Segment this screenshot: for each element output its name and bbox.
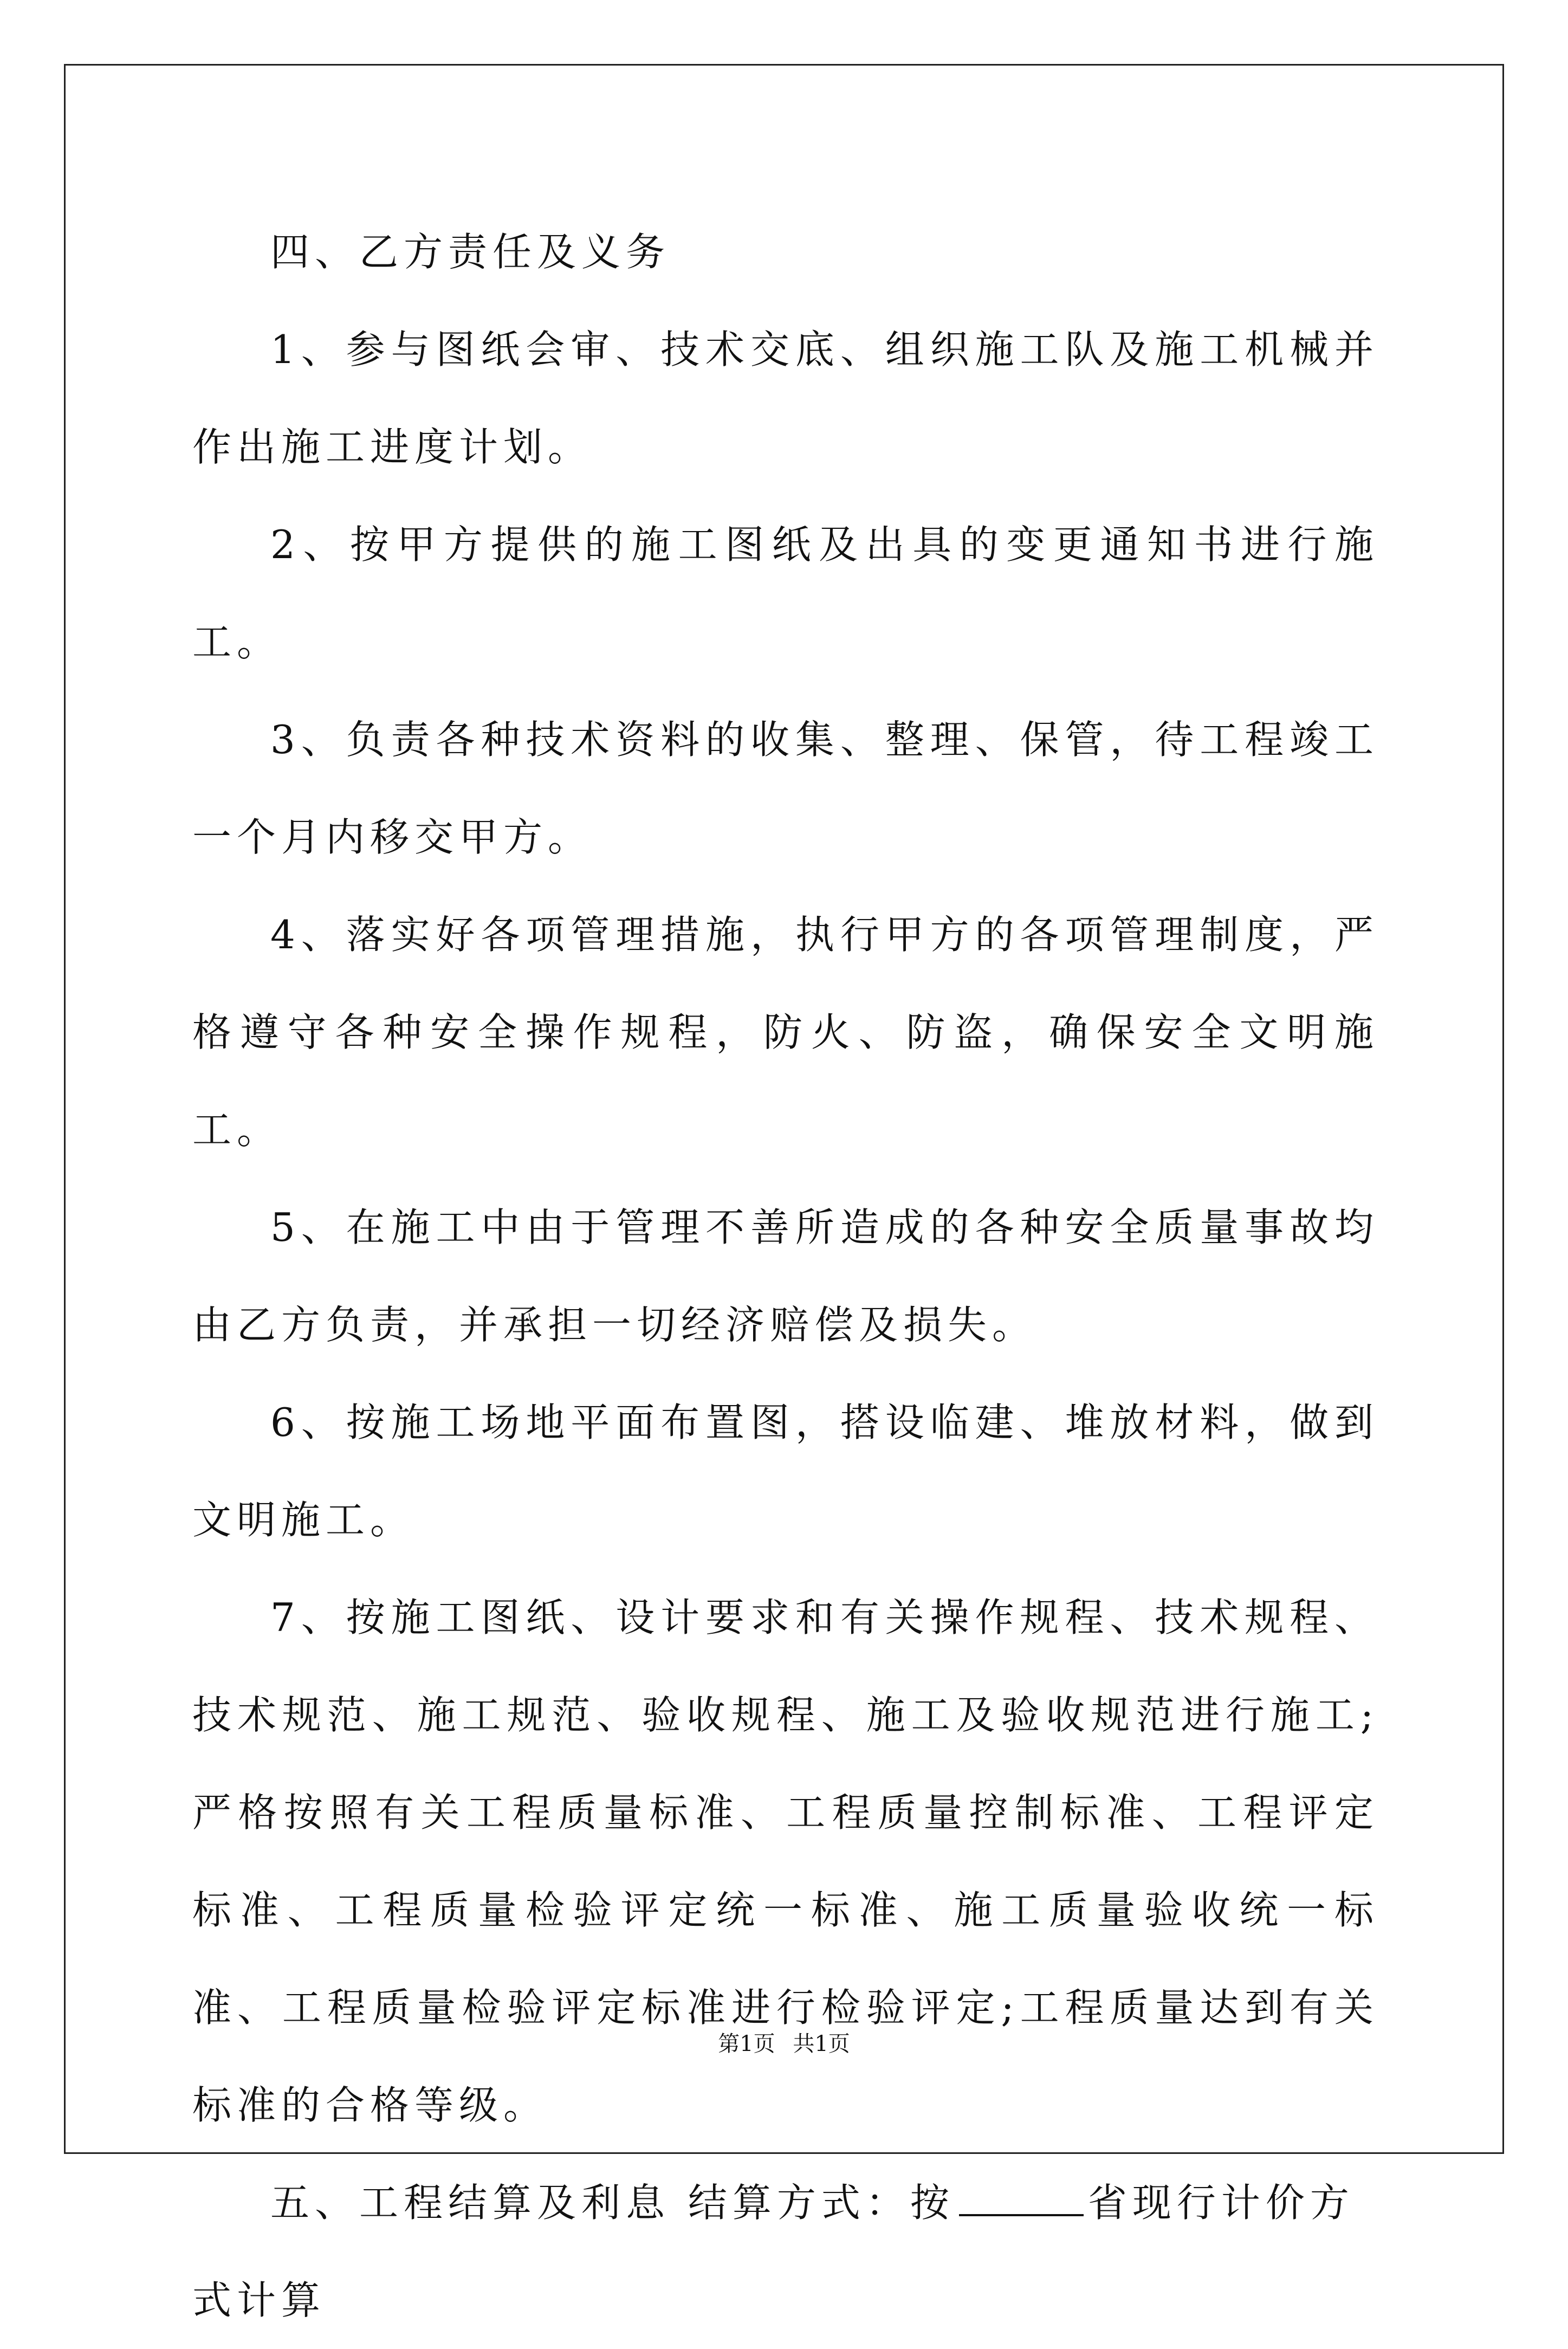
section-4-heading: 四、乙方责任及义务 xyxy=(270,229,671,275)
item-6: 6、按施工场地平面布置图，搭设临建、堆放材料，做到文明施工。 xyxy=(192,1400,1379,1543)
section-5-prefix: 五、工程结算及利息 结算方式：按 xyxy=(270,2180,955,2225)
item-1: 1、参与图纸会审、技术交底、组织施工队及施工机械并作出施工进度计划。 xyxy=(192,327,1379,470)
item-5: 5、在施工中由于管理不善所造成的各种安全质量事故均由乙方负责，并承担一切经济赔偿及损失。 xyxy=(192,1205,1379,1348)
item-2: 2、按甲方提供的施工图纸及出具的变更通知书进行施工。 xyxy=(192,522,1379,665)
fill-in-blank xyxy=(959,2182,1084,2216)
section-5-line xyxy=(192,2154,1379,2349)
section-5-suffix: 省现行计价方式计算 xyxy=(192,2180,1355,2323)
page-footer xyxy=(0,2027,1568,2057)
page-current: 第1页 xyxy=(718,2031,775,2056)
item-7: 7、按施工图纸、设计要求和有关操作规程、技术规程、技术规范、施工规范、验收规程、施工及验收规范进行施工;严格按照有关工程质量标准、工程质量控制标准、工程评定标准、工程质量检验评定统一标准、施工质量验收统一标准、工程质量检验评定标准进行检验评定;工程质量达到有关标准的合格等级。 xyxy=(192,1595,1379,2128)
page-total: 共1页 xyxy=(793,2031,850,2056)
item-4: 4、落实好各项管理措施，执行甲方的各项管理制度，严格遵守各种安全操作规程，防火、防盗，确保安全文明施工。 xyxy=(192,912,1379,1153)
item-3: 3、负责各种技术资料的收集、整理、保管，待工程竣工一个月内移交甲方。 xyxy=(192,717,1379,860)
